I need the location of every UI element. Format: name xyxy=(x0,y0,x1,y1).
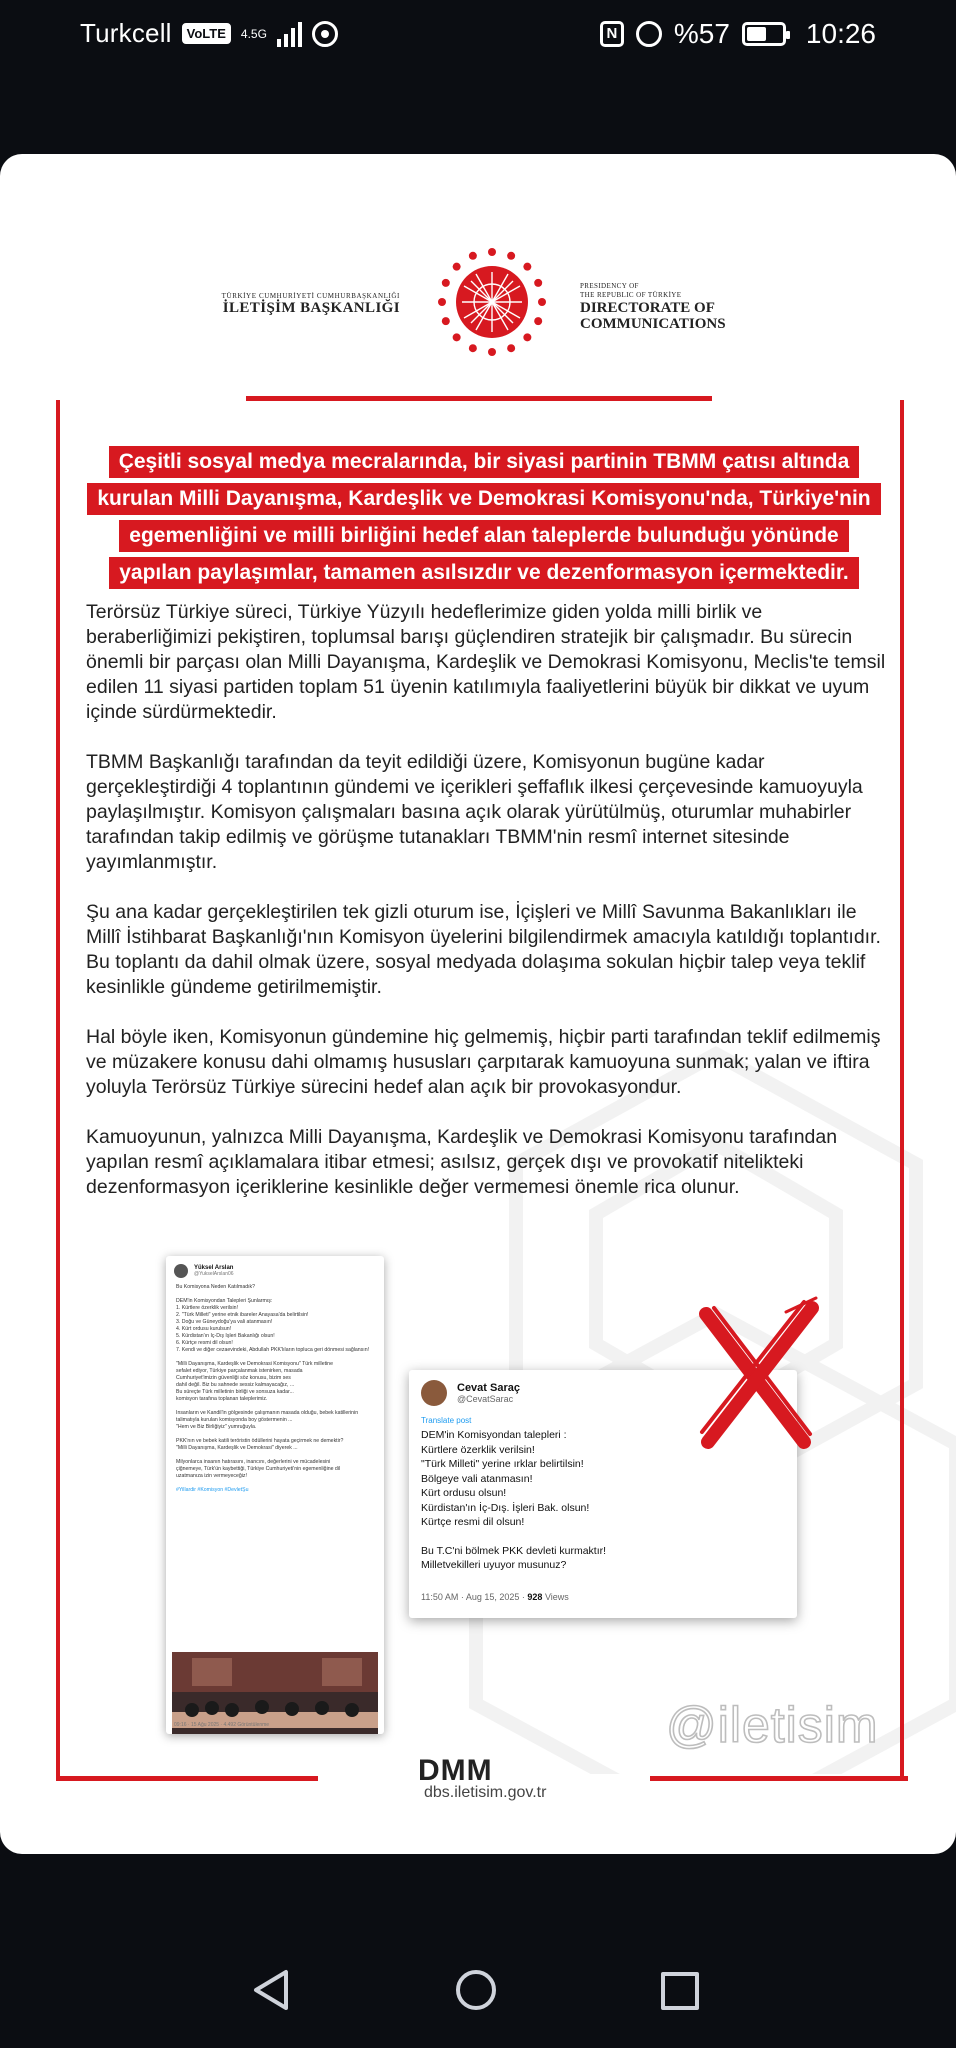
tweet-line: uzatmanıza izin vermeyeceğiz! xyxy=(176,1473,247,1479)
emblem-star-icon xyxy=(442,279,450,287)
frame-top-bar xyxy=(246,396,712,401)
signal-icon xyxy=(277,21,302,47)
volte-badge: VoLTE xyxy=(182,23,231,44)
frame-bottom-left-bar xyxy=(56,1776,318,1781)
tweet-line: "Milli Dayanışma, Kardeşlik ve Demokrasi" diyerek ... xyxy=(176,1445,298,1451)
tweet-text: DEM'in Komisyondan talepleri : Kürtlere özerklik verilsin! "Türk Milleti" yerine ırklar belirtilsin! Bölgeye vali atanmasın! Kürt ordusu olsun! Kürdistan'ın İç-Dış. İşleri Bak. olsun! Kürtçe resmi dil olsun! Bu T.C'ni bölmek PKK devleti kurmaktır! Milletvekilleri uyuyor musunuz? xyxy=(421,1429,607,1571)
red-x-mark-icon xyxy=(686,1294,826,1454)
emblem-star-icon xyxy=(442,317,450,325)
tweet-line xyxy=(176,1354,374,1361)
dmm-url: dbs.iletisim.gov.tr xyxy=(424,1784,547,1801)
status-bar xyxy=(0,0,956,72)
avatar xyxy=(174,1264,188,1278)
tweet-line: çiğnemeye, Türk'ün kaybettiği, Türkiye Cumhuriyeti'nin egemenliğine dil xyxy=(176,1466,341,1472)
tweet-line: PKK'nın ve bebek katili teröristin ödüllerini hayata geçirmek ne demektir? xyxy=(176,1438,344,1444)
recent-apps-icon[interactable] xyxy=(661,1972,699,2010)
emblem-star-icon xyxy=(469,344,477,352)
tweet-line: "Hem ve Biz Birliğiyiz" yumruğuyla. xyxy=(176,1424,257,1430)
emblem-star-icon xyxy=(453,333,461,341)
home-icon[interactable] xyxy=(456,1970,496,2010)
tweet-handle: @CevatSarac xyxy=(457,1394,514,1404)
headline-line: Çeşitli sosyal medya mecralarında, bir siyasi partinin TBMM çatısı altında xyxy=(109,446,860,478)
tweet-line: komisyon tarafına toplanan taleplerimiz. xyxy=(176,1396,268,1402)
tweet-line: talimatıyla kurulan komisyonda boy göstermenin ... xyxy=(176,1417,293,1423)
carrier-label: Turkcell xyxy=(80,18,172,48)
emblem-star-icon xyxy=(507,252,515,260)
tweet-line: sefalet ediyor, Türkiye parçalanmak istenirken, masada xyxy=(176,1368,303,1374)
tweet-line: Cumhuriyet'imizin güvenliği söz konusu, bizim ses xyxy=(176,1375,291,1381)
headline-line: yapılan paylaşımlar, tamamen asılsızdır ve dezenformasyon içermektedir. xyxy=(109,557,859,589)
tweet-line: Milyonlarca insanın hatırasını, inancını, değerlerini ve mücadelesini xyxy=(176,1459,331,1465)
emblem-star-icon xyxy=(523,263,531,271)
clock: 10:26 xyxy=(805,18,876,49)
headline-line: egemenliğini ve milli birliğini hedef alan taleplerde bulunduğu yönünde xyxy=(119,520,848,552)
emblem-star-icon xyxy=(453,263,461,271)
emblem-star-icon xyxy=(523,333,531,341)
paragraph: Hal böyle iken, Komisyonun gündemine hiç gelmemiş, hiçbir parti tarafından teklif edilmemiş ve müzakere konusu dahi olmamış hususları çarpıtarak kamuoyuna sunmak; yalan ve iftira yoluyla Terörsüz Türkiye sürecini hedef alan açık bir provokasyondur. xyxy=(86,1026,881,1098)
tweet-author: Cevat Saraç xyxy=(457,1382,520,1394)
alarm-icon xyxy=(636,21,662,47)
tweet-line: #Yillardir #Komisyon #DevletŞu xyxy=(176,1487,249,1493)
tweet-line: Bu Komisyona Neden Katılmadık? xyxy=(176,1284,256,1290)
tweet-line: 2. "Türk Milleti" yerine etnik ibareler Anayasa'da belirtilsin! xyxy=(176,1312,309,1318)
dmm-logo: DMM xyxy=(418,1754,493,1787)
tweet-line xyxy=(176,1403,374,1410)
battery-icon xyxy=(742,22,786,46)
emblem-star-icon xyxy=(534,317,542,325)
tweet-line: 3. Doğu ve Güneydoğu'ya vali atanmasın! xyxy=(176,1319,273,1325)
battery-percent: %57 xyxy=(673,18,730,49)
press-release-image[interactable] xyxy=(0,154,956,1854)
logo-text-tr: TÜRKİYE CUMHURİYETİ CUMHURBAŞKANLIĞI İLETİŞİM BAŞKANLIĞI xyxy=(221,292,400,316)
tweet-line xyxy=(176,1480,374,1487)
whatsapp-icon xyxy=(312,21,338,47)
watermark: @iletisim xyxy=(666,1697,879,1753)
tweet-screenshot-arslan xyxy=(166,1256,384,1734)
translate-link: Translate post xyxy=(421,1416,472,1425)
emblem-star-icon xyxy=(507,344,515,352)
tweet-line: Bu süreçte Türk milletinin birliği ve sonsuza kadar... xyxy=(176,1389,294,1395)
headline xyxy=(84,444,884,592)
avatar xyxy=(421,1380,447,1406)
tweet-footer: 11:50 AM · Aug 15, 2025 · 928 Views xyxy=(421,1592,569,1602)
emblem-star-icon xyxy=(538,298,546,306)
emblem-star-icon xyxy=(438,298,446,306)
paragraph: Terörsüz Türkiye süreci, Türkiye Yüzyılı hedeflerimize giden yolda milli birlik ve beraberliğimizi pekiştiren, toplumsal barışı güçlendiren stratejik bir çalışmadır. Bu sürecin önemli bir parçası olan Milli Dayanışma, Kardeşlik ve Demokrasi Komisyonu, Meclis'te temsil edilen 11 siyasi partiden toplam 51 üyenin katılımıyla faaliyetlerini büyük bir dikkat ve uyum içinde sürdürmektedir. xyxy=(86,601,886,723)
network-type: 4.5G xyxy=(240,26,267,41)
tweet-line: 1. Kürtlere özerklik verilsin! xyxy=(176,1305,238,1311)
navigation-bar xyxy=(0,1920,956,2048)
tweet-line xyxy=(176,1431,374,1438)
back-icon[interactable] xyxy=(252,1968,292,2012)
tweet-line: İnsanların ve Kandil'in gölgesinde çalışmanın masada olduğu, bebek katillerinin xyxy=(176,1410,359,1416)
paragraph: TBMM Başkanlığı tarafından da teyit edildiği üzere, Komisyonun bugüne kadar gerçekleştirdiği 4 toplantının gündemi ve içerikleri şeffaflık ilkesi çerçevesinde kamuoyuyla paylaşılmıştır. Komisyon çalışmaları basına açık olarak yürütülmüş, oturumlar muhabirler tarafından takip edilmiş ve görüşme tutanakları TBMM'nin resmî internet sitesinde yayımlanmıştır. xyxy=(86,751,863,873)
tweet-handle: @YukselArslan06 xyxy=(194,1271,234,1277)
frame-bottom-right-bar xyxy=(650,1776,908,1781)
tweet-text xyxy=(166,1282,384,1496)
emblem-star-icon xyxy=(488,248,496,256)
emblem-star-icon xyxy=(488,348,496,356)
paragraph: Şu ana kadar gerçekleştirilen tek gizli oturum ise, İçişleri ve Millî Savunma Bakanlıkları ile Millî İstihbarat Başkanlığı'nın Komisyon üyelerini bilgilendirmek amacıyla katıldığı toplantıdır. Bu toplantı da dahil olmak üzere, sosyal medyada dolaşıma sokulan hiçbir talep veya teklif kesinlikle gündeme getirilmemiştir. xyxy=(86,901,881,998)
tweet-line: "Milli Dayanışma, Kardeşlik ve Demokrasi Komisyonu" Türk milletine xyxy=(176,1361,333,1367)
tweet-footer: 09:16 · 15 Ağu 2025 · 4.492 Görüntülenme xyxy=(174,1722,270,1728)
tweet-line xyxy=(176,1291,374,1298)
headline-line: kurulan Milli Dayanışma, Kardeşlik ve Demokrasi Komisyonu'nda, Türkiye'nin xyxy=(87,483,880,515)
tweet-line: 7. Kendi ve diğer cezaevindeki, Abdullah PKK'lıların topluca geri dönmesi sağlansın! xyxy=(176,1347,370,1353)
nfc-icon: N xyxy=(600,21,624,47)
tweet-line: 4. Kürt ordusu kurulsun! xyxy=(176,1326,232,1332)
logo-text-en: PRESIDENCY OF THE REPUBLIC OF TÜRKİYE DIRECTORATE OF COMMUNICATIONS xyxy=(580,282,726,332)
emblem-star-icon xyxy=(534,279,542,287)
tweet-line: dahil değil. Biz bu sahnede sessiz kalmayacağız, ... xyxy=(176,1382,295,1388)
statement-body xyxy=(86,600,886,1225)
paragraph: Kamuoyunun, yalnızca Milli Dayanışma, Kardeşlik ve Demokrasi Komisyonu tarafından yapılan resmî açıklamalara itibar etmesi; asılsız, gerçek dışı ve provokatif nitelikteki dezenformasyon içeriklerine kesinlikle değer vermemesi önemle rica olunur. xyxy=(86,1126,838,1198)
emblem-star-icon xyxy=(469,252,477,260)
tweet-line: 5. Kürdistan'ın İç-Dış İşleri Bakanlığı olsun! xyxy=(176,1333,275,1339)
tweet-line: DEM'in Komisyondan Talepleri Şunlarmış: xyxy=(176,1298,273,1304)
directorate-emblem xyxy=(432,242,552,362)
tweet-line: 6. Kürtçe resmi dil olsun! xyxy=(176,1340,233,1346)
tweet-author: Yüksel Arslan xyxy=(194,1265,234,1271)
tweet-line xyxy=(176,1452,374,1459)
